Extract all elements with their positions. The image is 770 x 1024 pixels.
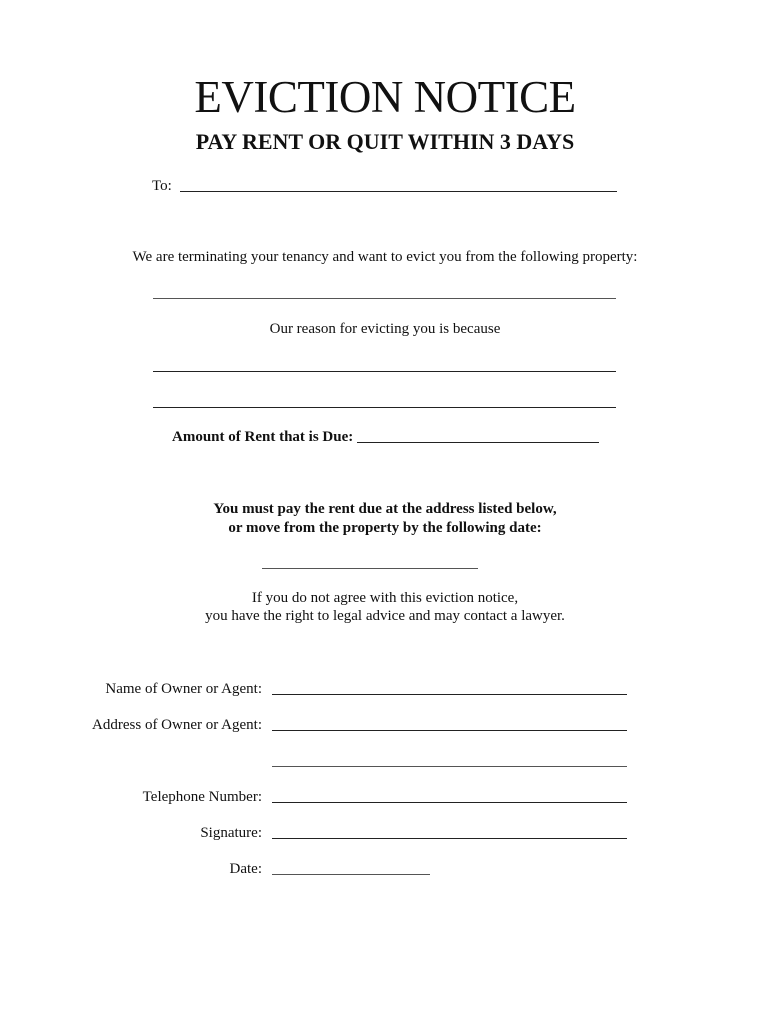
- rent-due-label: Amount of Rent that is Due:: [172, 429, 354, 445]
- pay-notice-line-2: or move from the property by the following date:: [228, 520, 542, 536]
- reason-label: Our reason for evicting you is because: [269, 321, 501, 337]
- reason-field-line-2[interactable]: [153, 407, 616, 408]
- reason-field-line-1[interactable]: [153, 371, 616, 372]
- document-title: EVICTION NOTICE: [194, 72, 576, 122]
- to-label: To:: [152, 178, 172, 194]
- disagree-line-2: you have the right to legal advice and may contact a lawyer.: [205, 608, 565, 624]
- telephone-label: Telephone Number:: [142, 789, 262, 805]
- date-label: Date:: [229, 861, 262, 877]
- pay-notice-line-1: You must pay the rent due at the address listed below,: [213, 501, 557, 517]
- telephone-field-line[interactable]: [272, 802, 627, 803]
- owner-name-field-line[interactable]: [272, 694, 627, 695]
- owner-address-field-line-2[interactable]: [272, 766, 627, 767]
- to-field-line[interactable]: [180, 191, 617, 192]
- owner-name-label: Name of Owner or Agent:: [105, 681, 262, 697]
- signature-field-line[interactable]: [272, 838, 627, 839]
- intro-text: We are terminating your tenancy and want to evict you from the following property:: [132, 249, 638, 265]
- disagree-line-1: If you do not agree with this eviction notice,: [251, 590, 519, 606]
- document-subtitle: PAY RENT OR QUIT WITHIN 3 DAYS: [195, 129, 575, 154]
- owner-address-label: Address of Owner or Agent:: [92, 717, 262, 733]
- property-field-line[interactable]: [153, 298, 616, 299]
- move-date-field-line[interactable]: [262, 568, 478, 569]
- rent-due-field-line[interactable]: [357, 442, 599, 443]
- owner-address-field-line-1[interactable]: [272, 730, 627, 731]
- signature-label: Signature:: [200, 825, 262, 841]
- date-field-line[interactable]: [272, 874, 430, 875]
